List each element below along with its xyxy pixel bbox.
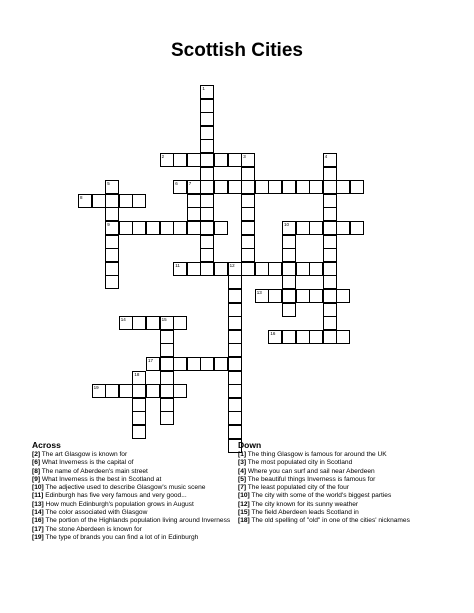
grid-cell[interactable]: [200, 153, 214, 167]
grid-cell[interactable]: [228, 343, 242, 357]
clue-text: The portion of the Highlands population living around Inverness: [43, 517, 231, 525]
clue-number: [6]: [32, 459, 41, 467]
grid-cell[interactable]: [119, 221, 133, 235]
grid-cell[interactable]: [105, 248, 119, 262]
grid-cell[interactable]: [309, 180, 323, 194]
across-clue: [32, 451, 232, 459]
grid-cell[interactable]: [173, 262, 187, 276]
grid-cell[interactable]: [160, 398, 174, 412]
grid-cell[interactable]: [282, 235, 296, 249]
grid-cell[interactable]: [105, 194, 119, 208]
cell-number: 12: [229, 262, 235, 268]
clue-text: The art Glasgow is known for: [40, 451, 128, 458]
grid-cell[interactable]: [228, 289, 242, 303]
grid-cell[interactable]: [282, 330, 296, 344]
grid-cell[interactable]: [241, 194, 255, 208]
grid-cell[interactable]: [228, 384, 242, 398]
clue-number: [12]: [238, 500, 250, 508]
grid-cell[interactable]: [228, 275, 242, 289]
grid-cell[interactable]: [309, 262, 323, 276]
down-clue: [238, 501, 453, 509]
across-clues: [32, 440, 232, 542]
clue-text: Edinburgh has five very famous and very good...: [43, 492, 187, 500]
grid-cell[interactable]: [323, 153, 337, 167]
grid-cell[interactable]: [92, 194, 106, 208]
grid-cell[interactable]: [105, 384, 119, 398]
grid-cell[interactable]: [200, 194, 214, 208]
grid-cell[interactable]: [214, 262, 228, 276]
grid-cell[interactable]: [323, 275, 337, 289]
cell-number: 5: [107, 181, 110, 187]
grid-cell[interactable]: [187, 207, 201, 221]
cell-number: 7: [188, 181, 192, 187]
grid-cell[interactable]: [200, 139, 214, 153]
grid-cell[interactable]: [309, 330, 323, 344]
grid-cell[interactable]: [336, 221, 350, 235]
grid-cell[interactable]: [173, 153, 187, 167]
grid-cell[interactable]: [187, 194, 201, 208]
down-heading: Down: [238, 440, 262, 450]
clue-text: The stone Aberdeen is known for: [43, 525, 142, 533]
clue-number: [10]: [238, 492, 250, 500]
grid-cell[interactable]: [160, 221, 174, 235]
grid-cell[interactable]: [296, 180, 310, 194]
clue-text: The color associated with Glasgow: [43, 509, 148, 517]
grid-cell[interactable]: [160, 343, 174, 357]
grid-cell[interactable]: [146, 316, 160, 330]
grid-cell[interactable]: [173, 180, 187, 194]
clue-text: The type of brands you can find a lot of in Edinburgh: [43, 533, 199, 541]
grid-cell[interactable]: [282, 180, 296, 194]
across-clue: [32, 484, 232, 492]
across-clue: [32, 492, 232, 500]
grid-cell[interactable]: [323, 248, 337, 262]
grid-cell[interactable]: [336, 330, 350, 344]
clue-text: What Inverness is the capital of: [40, 459, 134, 467]
grid-cell[interactable]: [105, 207, 119, 221]
grid-cell[interactable]: [173, 357, 187, 371]
grid-cell[interactable]: [323, 330, 337, 344]
grid-cell[interactable]: [228, 371, 242, 385]
down-clue: [238, 459, 453, 467]
clue-number: [9]: [32, 475, 41, 483]
grid-cell[interactable]: [323, 289, 337, 303]
cell-number: 8: [80, 194, 83, 200]
grid-cell[interactable]: [323, 207, 337, 221]
grid-cell[interactable]: [336, 180, 350, 194]
clue-text: Where you can surf and sail near Aberdeen: [246, 467, 375, 475]
cell-number: 1: [202, 86, 205, 91]
grid-cell[interactable]: [268, 262, 282, 276]
grid-cell[interactable]: [132, 398, 146, 412]
grid-cell[interactable]: [241, 221, 255, 235]
grid-cell[interactable]: [255, 180, 269, 194]
grid-cell[interactable]: [105, 262, 119, 276]
grid-cell[interactable]: [228, 153, 242, 167]
grid-cell[interactable]: [296, 289, 310, 303]
cell-number: 13: [256, 290, 262, 295]
grid-cell[interactable]: [200, 167, 214, 181]
grid-cell[interactable]: [282, 221, 296, 235]
grid-cell[interactable]: [309, 221, 323, 235]
grid-cell[interactable]: [255, 289, 269, 303]
grid-cell[interactable]: [200, 126, 214, 140]
cell-number: 18: [134, 371, 140, 377]
grid-cell[interactable]: [241, 180, 255, 194]
clue-text: What Inverness is the best in Scotland at: [40, 475, 162, 483]
clue-number: [10]: [32, 484, 44, 492]
grid-cell[interactable]: [187, 357, 201, 371]
grid-cell[interactable]: [160, 330, 174, 344]
down-clue: [238, 517, 453, 525]
cell-number: 10: [284, 222, 290, 227]
grid-cell[interactable]: [160, 371, 174, 385]
cell-number: 11: [175, 262, 180, 268]
grid-cell[interactable]: [228, 411, 242, 425]
across-clue: [32, 517, 232, 525]
clue-text: The least populated city of the four: [246, 484, 349, 492]
down-clue: [238, 492, 453, 500]
grid-cell[interactable]: [241, 207, 255, 221]
across-clue: [32, 468, 232, 476]
clue-text: The city with some of the world's biggest parties: [249, 492, 392, 500]
down-clue: [238, 509, 453, 517]
grid-cell[interactable]: [160, 384, 174, 398]
grid-cell[interactable]: [323, 221, 337, 235]
grid-cell[interactable]: [214, 357, 228, 371]
grid-cell[interactable]: [228, 262, 242, 276]
grid-cell[interactable]: [105, 275, 119, 289]
page-title: Scottish Cities: [171, 40, 303, 61]
grid-cell[interactable]: [200, 221, 214, 235]
grid-cell[interactable]: [105, 221, 119, 235]
across-clue: [32, 459, 232, 467]
grid-cell[interactable]: [228, 330, 242, 344]
grid-cell[interactable]: [282, 303, 296, 317]
grid-cell[interactable]: [187, 262, 201, 276]
grid-cell[interactable]: [336, 289, 350, 303]
grid-cell[interactable]: [323, 167, 337, 181]
grid-cell[interactable]: [268, 180, 282, 194]
grid-cell[interactable]: [132, 371, 146, 385]
grid-cell[interactable]: [296, 262, 310, 276]
across-clue: [32, 509, 232, 517]
grid-cell[interactable]: [173, 384, 187, 398]
grid-cell[interactable]: [323, 180, 337, 194]
clue-text: The thing Glasgow is famous for around the UK: [246, 451, 387, 458]
grid-cell[interactable]: [92, 384, 106, 398]
grid-cell[interactable]: [160, 153, 174, 167]
cell-number: 19: [93, 385, 99, 391]
grid-cell[interactable]: [146, 384, 160, 398]
grid-cell[interactable]: [78, 194, 92, 208]
clue-number: [16]: [32, 517, 44, 525]
clue-text: The beautiful things Inverness is famous for: [246, 475, 376, 483]
clue-number: [4]: [238, 467, 247, 475]
clue-number: [7]: [238, 484, 247, 492]
grid-cell[interactable]: [119, 316, 133, 330]
grid-cell[interactable]: [296, 221, 310, 235]
grid-cell[interactable]: [323, 316, 337, 330]
clue-number: [18]: [238, 517, 250, 525]
clue-number: [11]: [32, 492, 44, 500]
across-clue: [32, 476, 232, 484]
grid-cell[interactable]: [323, 303, 337, 317]
grid-cell[interactable]: [323, 194, 337, 208]
grid-cell[interactable]: [146, 221, 160, 235]
grid-cell[interactable]: [214, 180, 228, 194]
grid-cell[interactable]: [132, 384, 146, 398]
down-clue: [238, 476, 453, 484]
grid-cell[interactable]: [228, 180, 242, 194]
grid-cell[interactable]: [105, 180, 119, 194]
down-clues: [238, 440, 453, 526]
grid-cell[interactable]: [282, 289, 296, 303]
clue-number: [14]: [32, 509, 44, 517]
grid-cell[interactable]: [268, 330, 282, 344]
grid-cell[interactable]: [132, 194, 146, 208]
clue-text: The city known for its sunny weather: [249, 500, 359, 508]
cell-number: 15: [161, 317, 167, 323]
grid-cell[interactable]: [241, 235, 255, 249]
grid-cell[interactable]: [255, 262, 269, 276]
down-clue: [238, 468, 453, 476]
grid-cell[interactable]: [241, 167, 255, 181]
across-clue: [32, 534, 232, 542]
grid-cell[interactable]: [350, 180, 364, 194]
grid-cell[interactable]: [132, 411, 146, 425]
grid-cell[interactable]: [228, 425, 242, 439]
grid-cell[interactable]: [119, 384, 133, 398]
clue-number: [15]: [238, 509, 250, 517]
clue-number: [5]: [238, 475, 247, 483]
grid-cell[interactable]: [200, 99, 214, 113]
down-clue: [238, 484, 453, 492]
cell-number: 14: [120, 317, 126, 323]
grid-cell[interactable]: [200, 235, 214, 249]
down-clue: [238, 451, 453, 459]
grid-cell[interactable]: [228, 398, 242, 412]
clue-number: [19]: [32, 533, 44, 541]
grid-cell[interactable]: [296, 330, 310, 344]
grid-cell[interactable]: [323, 262, 337, 276]
grid-cell[interactable]: [309, 289, 323, 303]
grid-cell[interactable]: [187, 221, 201, 235]
cell-number: 9: [107, 222, 110, 227]
grid-cell[interactable]: [173, 316, 187, 330]
grid-cell[interactable]: [241, 248, 255, 262]
cell-number: 2: [161, 154, 165, 159]
grid-cell[interactable]: [228, 303, 242, 317]
grid-cell[interactable]: [105, 235, 119, 249]
clue-text: The old spelling of "old" in one of the cities' nicknames: [249, 517, 410, 525]
grid-cell[interactable]: [187, 153, 201, 167]
grid-cell[interactable]: [282, 262, 296, 276]
grid-cell[interactable]: [200, 85, 214, 99]
clue-text: The field Aberdeen leads Scotland in: [249, 509, 359, 517]
clue-text: The name of Aberdeen's main street: [40, 467, 148, 475]
grid-cell[interactable]: [146, 357, 160, 371]
grid-cell[interactable]: [200, 112, 214, 126]
grid-cell[interactable]: [173, 221, 187, 235]
grid-cell[interactable]: [241, 153, 255, 167]
clue-number: [2]: [32, 451, 41, 458]
cell-number: 4: [324, 154, 328, 159]
grid-cell[interactable]: [160, 316, 174, 330]
grid-cell[interactable]: [268, 289, 282, 303]
clue-number: [13]: [32, 500, 44, 508]
clue-number: [8]: [32, 467, 41, 475]
grid-cell[interactable]: [282, 248, 296, 262]
grid-cell[interactable]: [228, 316, 242, 330]
grid-cell[interactable]: [200, 262, 214, 276]
grid-cell[interactable]: [214, 221, 228, 235]
grid-cell[interactable]: [132, 425, 146, 439]
clue-text: The most populated city in Scotland: [246, 459, 353, 467]
grid-cell[interactable]: [282, 275, 296, 289]
grid-cell[interactable]: [241, 262, 255, 276]
grid-cell[interactable]: [323, 235, 337, 249]
grid-cell[interactable]: [119, 194, 133, 208]
grid-cell[interactable]: [132, 316, 146, 330]
grid-cell[interactable]: [160, 357, 174, 371]
across-heading: Across: [32, 440, 61, 450]
across-clue: [32, 501, 232, 509]
clue-text: The adjective used to describe Glasgow's music scene: [43, 484, 206, 492]
grid-cell[interactable]: [132, 221, 146, 235]
cell-number: 17: [148, 358, 154, 363]
cell-number: 3: [243, 154, 246, 159]
cell-number: 16: [270, 330, 276, 336]
across-clue: [32, 526, 232, 534]
clue-text: How much Edinburgh's population grows in August: [43, 500, 194, 508]
grid-cell[interactable]: [350, 221, 364, 235]
clue-number: [17]: [32, 525, 44, 533]
grid-cell[interactable]: [228, 357, 242, 371]
grid-cell[interactable]: [200, 248, 214, 262]
clue-number: [3]: [238, 459, 247, 467]
grid-cell[interactable]: [214, 153, 228, 167]
grid-cell[interactable]: [200, 180, 214, 194]
clue-number: [1]: [238, 451, 247, 458]
grid-cell[interactable]: [200, 207, 214, 221]
grid-cell[interactable]: [200, 357, 214, 371]
grid-cell[interactable]: [187, 180, 201, 194]
grid-cell[interactable]: [160, 411, 174, 425]
cell-number: 6: [175, 181, 178, 187]
